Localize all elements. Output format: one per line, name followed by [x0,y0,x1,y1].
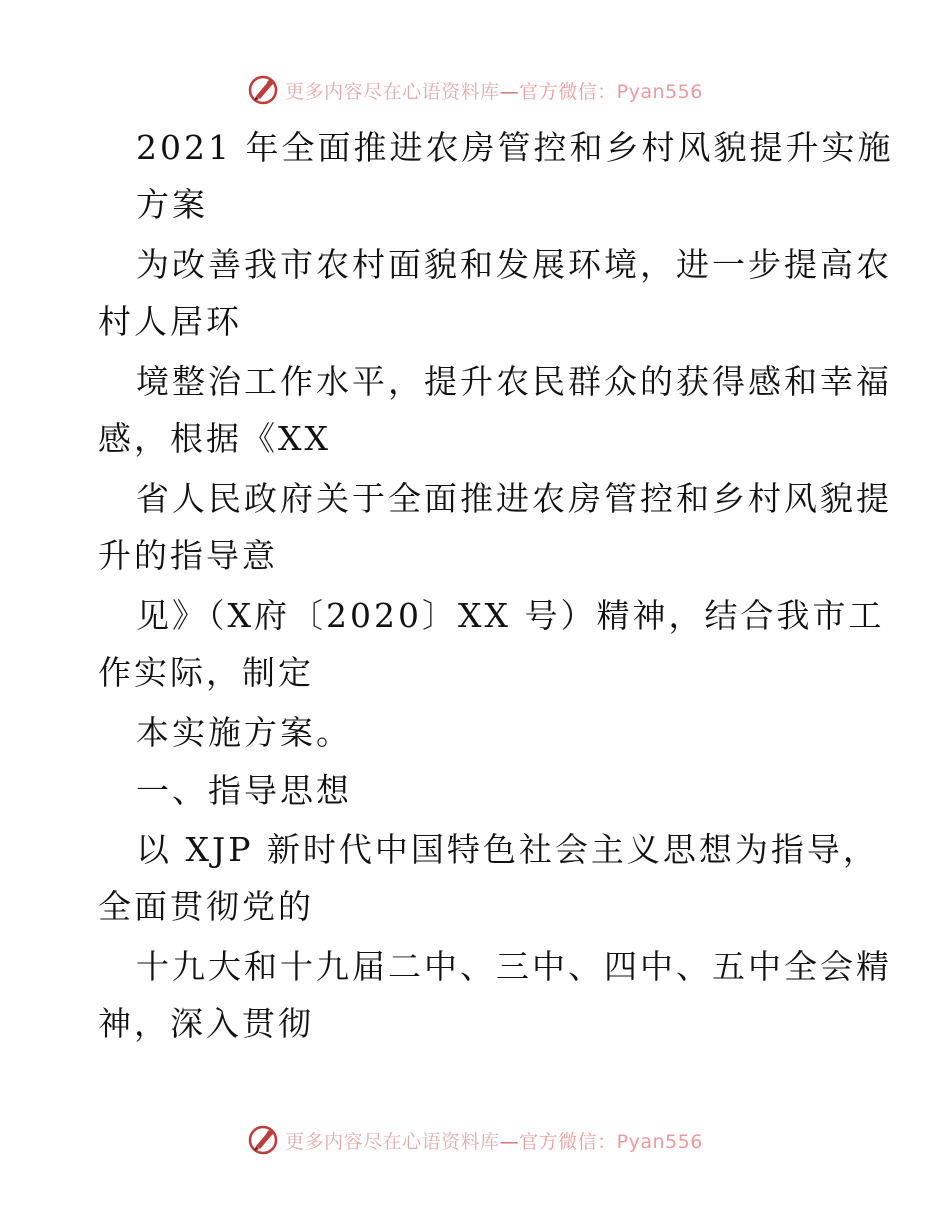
paragraph-line: 省人民政府关于全面推进农房管控和乡村风貌提 [136,479,892,518]
watermark-text [285,77,703,104]
watermark-library-text: 更多内容尽在心语资料库 [285,1130,500,1153]
paragraph-line: 以 XJP 新时代中国特色社会主义思想为指导， [136,830,879,869]
paragraph-line: 见》（X府〔2020〕XX 号）精神，结合我市工 [136,596,885,635]
watermark-contact-text: 官方微信：Pyan556 [519,1130,703,1153]
paragraph-line: 村人居环 [98,302,242,341]
watermark-contact-text: 官方微信：Pyan556 [519,80,703,103]
watermark-library-text: 更多内容尽在心语资料库 [285,80,500,103]
watermark-separator: — [499,1130,520,1153]
paragraph-line: 升的指导意 [98,536,278,575]
watermark-banner-top [0,70,950,110]
paragraph-line: 作实际，制定 [98,653,314,692]
paragraph-line: 境整治工作水平，提升农民群众的获得感和幸福 [136,362,892,401]
document-title-line-1: 2021 年全面推进农房管控和乡村风貌提升实施 [136,128,894,167]
paragraph-line: 本实施方案。 [136,713,352,752]
watermark-banner-bottom [0,1120,950,1160]
document-title-line-2: 方案 [136,185,208,224]
watermark-separator: — [499,80,520,103]
paragraph-line: 全面贯彻党的 [98,887,314,926]
paragraph-line: 神，深入贯彻 [98,1004,314,1043]
paragraph-line: 感，根据《XX [98,419,331,458]
paragraph-line: 十九大和十九届二中、三中、四中、五中全会精 [136,947,892,986]
pen-logo-icon [247,74,279,106]
watermark-text [285,1127,703,1154]
section-heading: 一、指导思想 [136,771,352,810]
pen-logo-icon [247,1124,279,1156]
paragraph-line: 为改善我市农村面貌和发展环境，进一步提高农 [136,245,892,284]
